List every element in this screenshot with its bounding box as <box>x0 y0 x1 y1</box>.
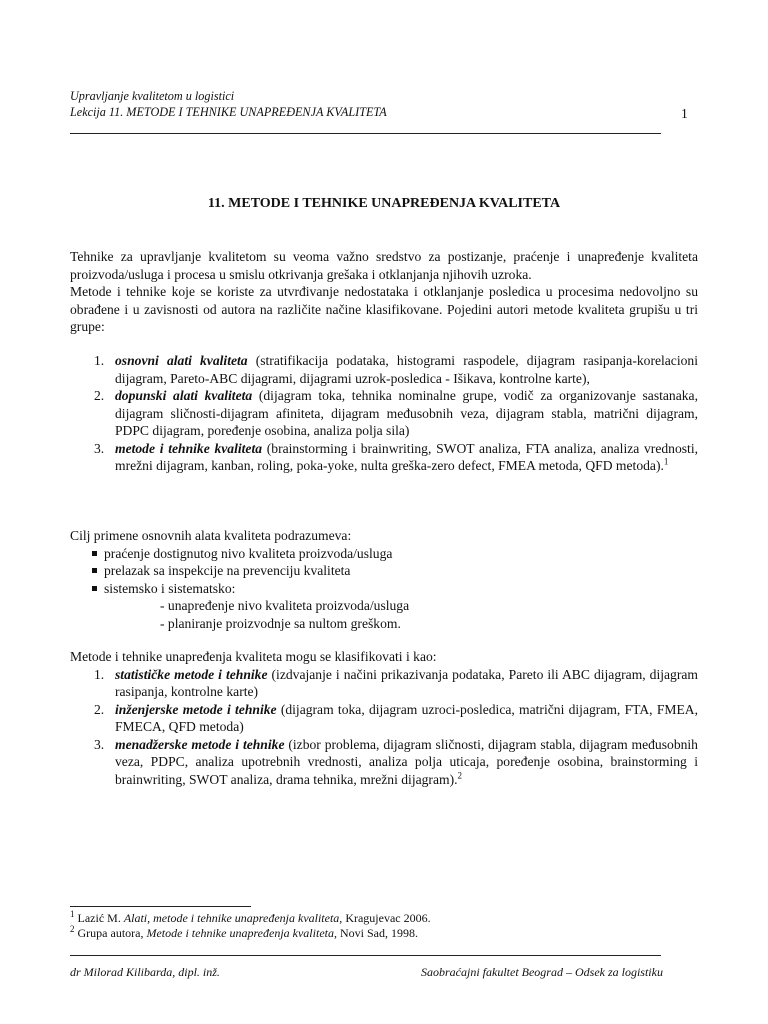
footnote-title: Metode i tehnike unapređenja kvaliteta <box>146 926 334 940</box>
dash-item: - unapređenje nivo kvaliteta proizvoda/usluga <box>160 598 410 613</box>
footnote-author: Lazić M. <box>74 911 124 925</box>
footnote <box>70 926 670 940</box>
list-number: 1. <box>94 353 105 368</box>
bullet-icon <box>92 586 97 591</box>
footnote-publisher: Kragujevac 2006. <box>342 911 431 925</box>
list-text: (izbor problema, dijagram sličnosti, dijagram stabla, dijagram međusobnih veza, PDPC, analiza upotrebnih vrednosti, analiza polja uticaja, poređenje osobina, brainstorming i brainwriting, SWOT analiza, drama tehnika, mrežni dijagram). <box>115 736 698 787</box>
footnote-publisher: , Novi Sad, 1998. <box>333 926 418 940</box>
footnote-number: 2 <box>70 924 75 934</box>
list-item <box>70 387 698 440</box>
bullet-text: prelazak sa inspekcije na prevenciju kvaliteta <box>104 563 351 578</box>
classification-section <box>70 648 698 788</box>
bullet-icon <box>92 568 97 573</box>
list-item <box>70 736 698 789</box>
bullet-item <box>70 580 698 598</box>
footnote-title: Alati, metode i tehnike unapređenja kvaliteta, <box>123 911 343 925</box>
list-text: (dijagram toka, dijagram uzroci-posledica, matrični dijagram, FTA, FMEA, FMECA, QFD metoda) <box>115 701 698 734</box>
list-term: dopunski alati kvaliteta <box>115 388 253 403</box>
footer-author: dr Milorad Kilibarda, dipl. inž. <box>70 965 220 979</box>
list-number: 3. <box>94 736 105 752</box>
bullet-text: praćenje dostignutog nivo kvaliteta proizvoda/usluga <box>104 545 393 561</box>
intro-paragraph-2: Metode i tehnike koje se koriste za utvrđivanje nedostataka i otklanjanje posledica u procesima nedovoljno su obrađene i u zavisnosti od autora na različite načine klasifikovane. Pojedini autori metode kvaliteta grupišu u tri grupe: <box>70 284 698 334</box>
list-text: (dijagram toka, tehnika nominalne grupe, vodič za organizovanje sastanaka, dijagram sličnosti-dijagram afiniteta, dijagram međusobnih veza, dijagram stabla, matrični dijagram, PDPC dijagram, poređenje osobina, analiza polja sila) <box>115 388 698 438</box>
list-number: 2. <box>94 701 105 717</box>
list-text: (stratifikacija podataka, histogrami raspodele, dijagram rasipanja-korelacioni dijagram, Pareto-ABC dijagrami, dijagrami uzrok-posledica - Išikava, kontrolne karte), <box>115 353 698 386</box>
list-number: 3. <box>94 440 105 456</box>
list-term: inženjerske metode i tehnike <box>115 701 277 717</box>
bullet-item <box>70 545 698 563</box>
list-number: 1. <box>94 666 105 682</box>
intro-section <box>70 248 698 336</box>
header-rule <box>70 133 661 134</box>
footnote <box>70 911 670 925</box>
lesson-title: Lekcija 11. METODE I TEHNIKE UNAPREĐENJA KVALITETA <box>70 105 387 119</box>
list-item <box>70 352 698 387</box>
goal-bullets <box>70 545 698 598</box>
footnote-author: Grupa autora, <box>74 926 147 940</box>
list-term: metode i tehnike kvaliteta <box>115 440 263 456</box>
footer-rule <box>70 955 661 956</box>
list-term: osnovni alati kvaliteta <box>115 353 248 368</box>
footer-institution: Saobraćajni fakultet Beograd – Odsek za logistiku <box>421 965 663 979</box>
course-title: Upravljanje kvalitetom u logistici <box>70 89 235 103</box>
list-number: 2. <box>94 388 105 403</box>
intro-paragraph-1: Tehnike za upravljanje kvalitetom su veoma važno sredstvo za postizanje, praćenje i unapređenje kvaliteta proizvoda/usluga i procesa u smislu otkrivanja grešaka i otklanjanja njihovih uzroka. <box>70 249 698 282</box>
bullet-item <box>70 562 698 580</box>
groups-list <box>70 352 698 475</box>
list-item <box>70 440 698 475</box>
bullet-icon <box>92 551 97 556</box>
goal-section <box>70 527 698 632</box>
running-header <box>70 88 690 120</box>
page-number: 1 <box>681 106 688 121</box>
groups-section <box>70 352 698 475</box>
list-text: (izdvajanje i načini prikazivanja podataka, Pareto ili ABC dijagram, dijagram rasipanja, kontrolne karte) <box>115 666 698 699</box>
goal-intro: Cilj primene osnovnih alata kvaliteta podrazumeva: <box>70 528 352 543</box>
list-term: menadžerske metode i tehnike <box>115 736 285 752</box>
footnote-ref[interactable]: 1 <box>663 456 669 467</box>
list-text: (brainstorming i brainwriting, SWOT analiza, FTA analiza, analiza vrednosti, mrežni dijagram, kanban, roling, poka-yoke, nulta greška-zero defect, FMEA metoda, QFD metoda). <box>115 440 698 473</box>
dash-item: - planiranje proizvodnje sa nultom greškom. <box>160 615 401 631</box>
classification-intro: Metode i tehnike unapređenja kvaliteta mogu se klasifikovati i kao: <box>70 649 437 664</box>
bullet-text: sistemsko i sistematsko: <box>104 580 236 596</box>
list-term: statističke metode i tehnike <box>115 666 268 682</box>
classification-list <box>70 666 698 789</box>
list-item <box>70 701 698 736</box>
footnote-ref[interactable]: 2 <box>457 769 462 780</box>
chapter-title: 11. METODE I TEHNIKE UNAPREĐENJA KVALITETA <box>207 196 561 211</box>
footnote-number: 1 <box>70 909 75 919</box>
footnote-rule <box>70 906 251 907</box>
list-item <box>70 666 698 701</box>
